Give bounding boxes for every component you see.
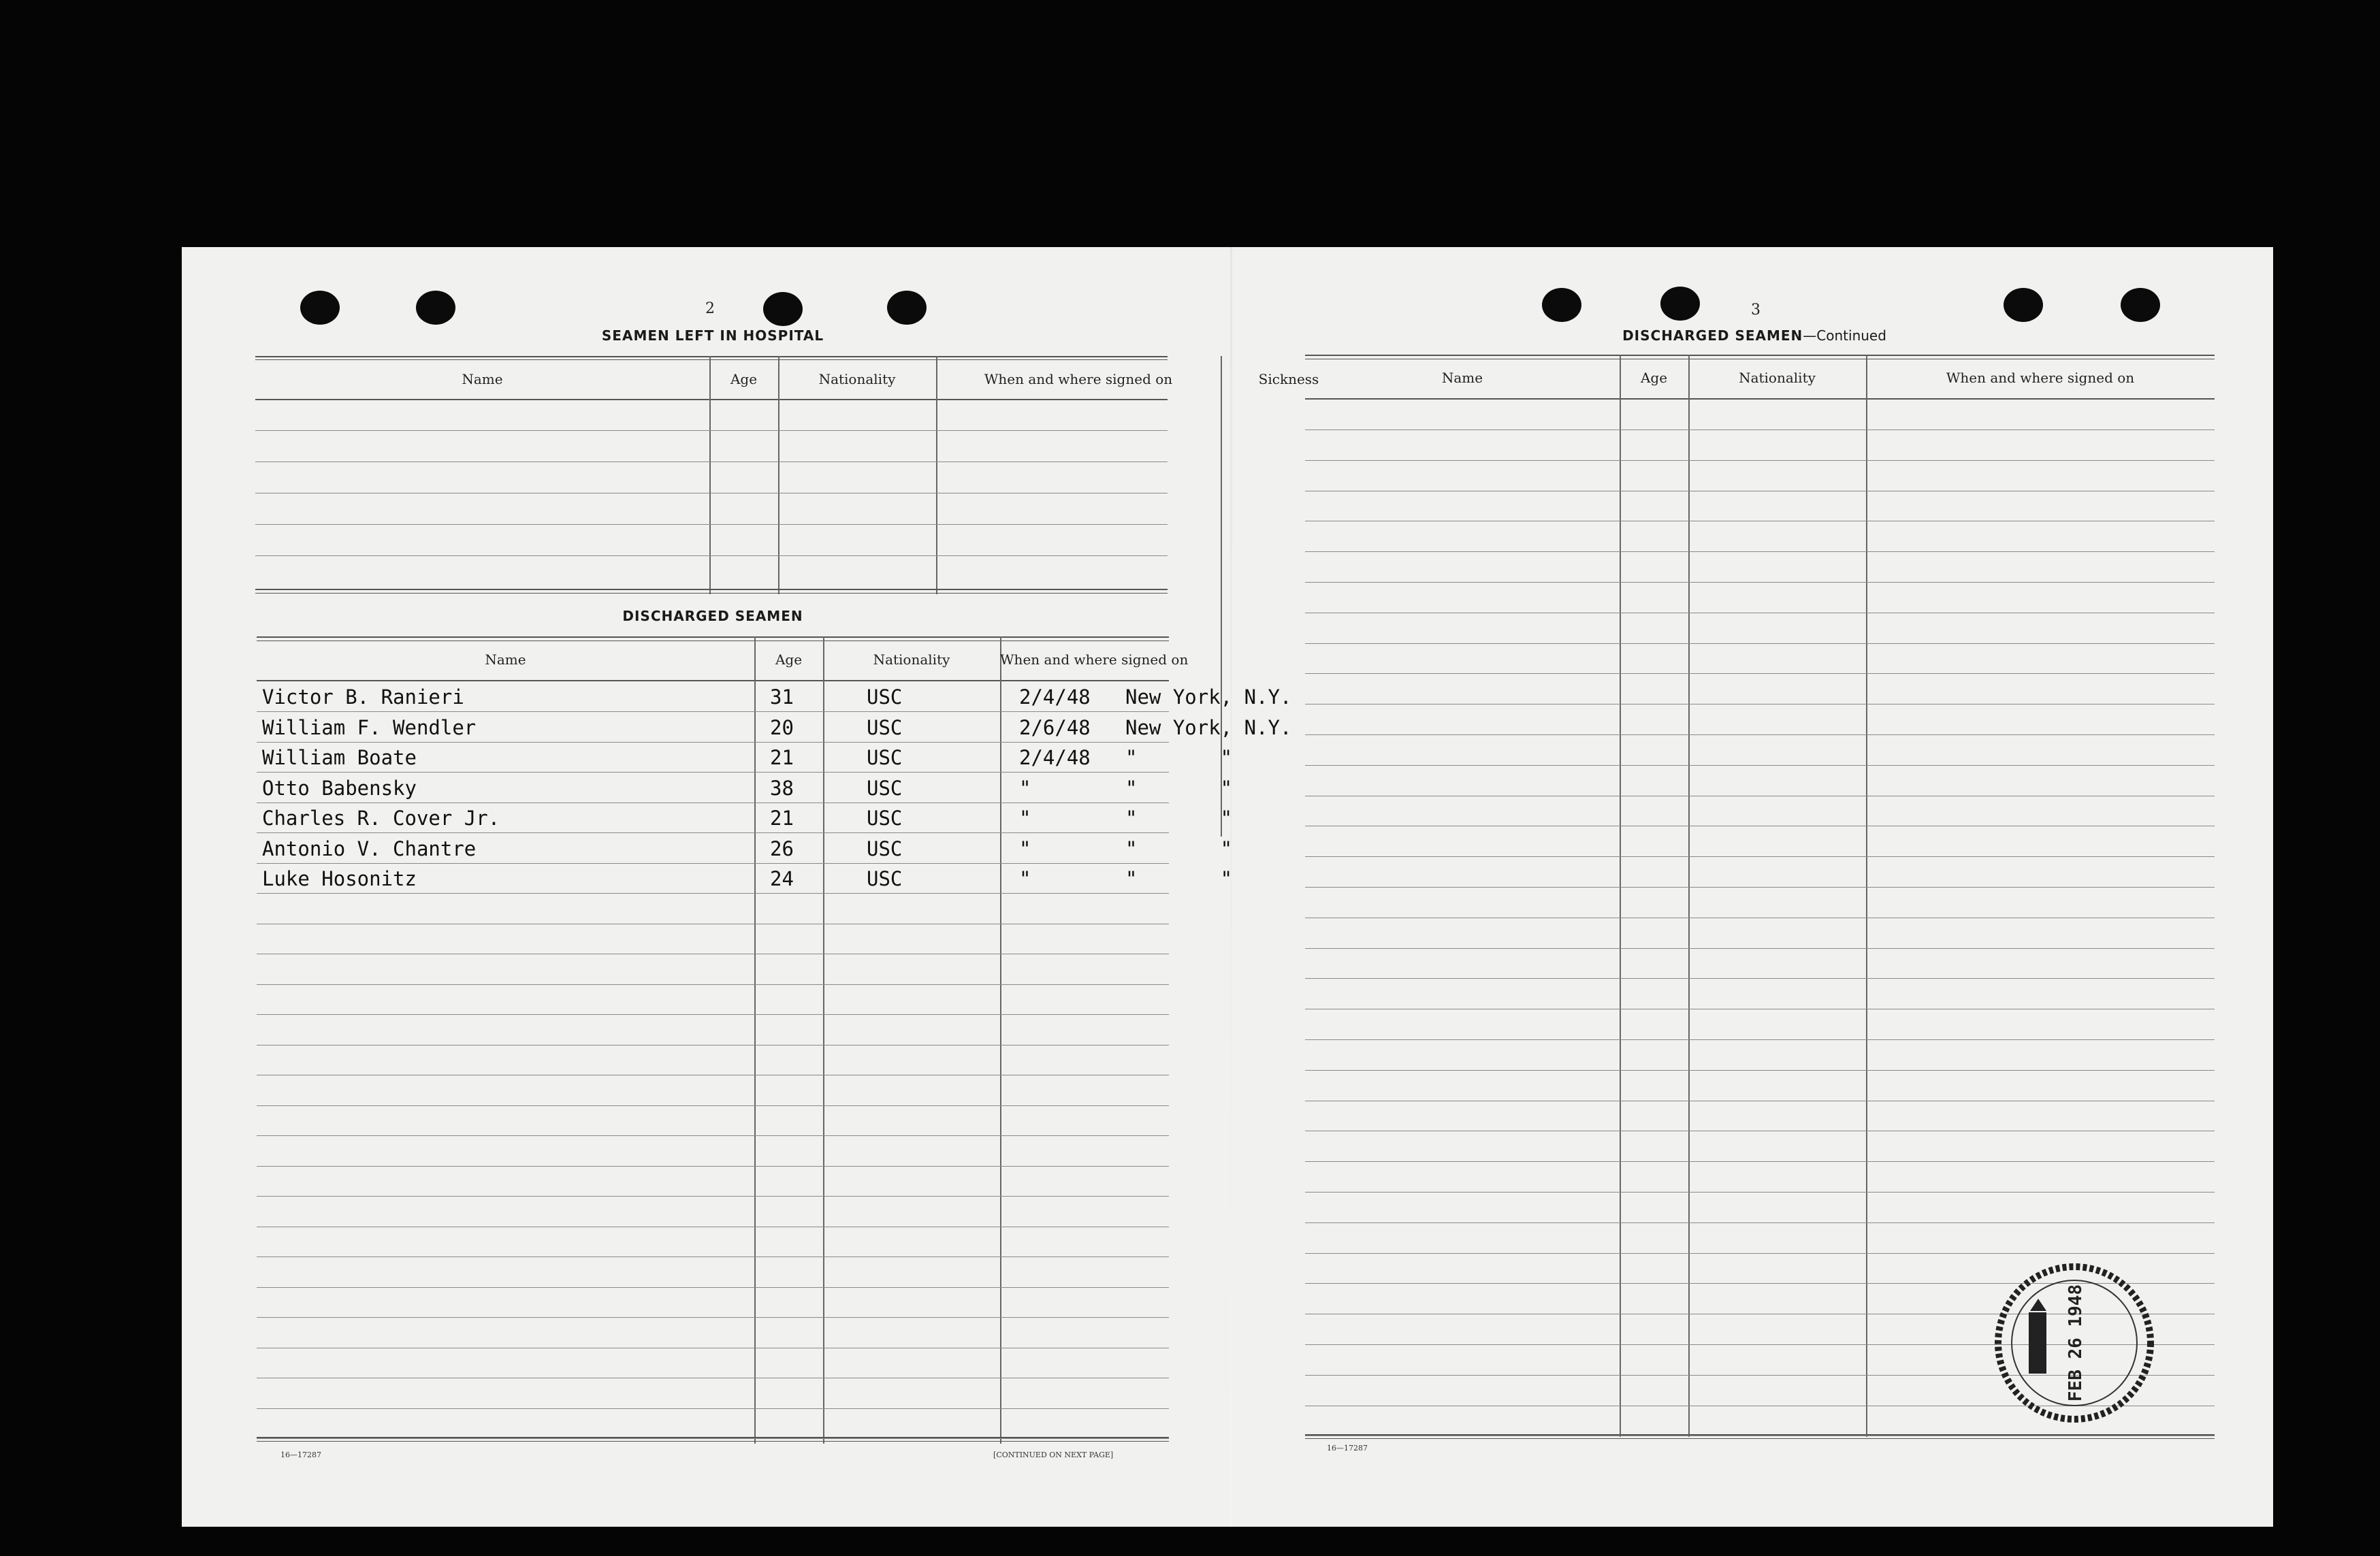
seaman-name: Luke Hosonitz (262, 867, 417, 890)
seaman-age: 21 (770, 746, 794, 769)
seaman-name: Charles R. Cover Jr. (262, 807, 500, 830)
table-row (257, 1378, 1169, 1409)
seaman-name: William F. Wendler (262, 715, 477, 739)
table-row (1305, 1131, 2215, 1162)
seaman-name: Otto Babensky (262, 776, 417, 800)
table-row (257, 1227, 1169, 1257)
table-row (257, 773, 1233, 803)
table-row (1305, 1193, 2215, 1223)
table-row (1305, 461, 2215, 491)
seaman-nationality: USC (867, 685, 903, 709)
seaman-age: 38 (770, 776, 794, 800)
page-number: 2 (705, 300, 715, 317)
form-number: 16—17287 (280, 1450, 321, 1459)
table-row (257, 1045, 1169, 1075)
signed-on-date: 2/6/48 (1019, 715, 1091, 739)
table-row (257, 1408, 1169, 1439)
col-header-name: Name (462, 371, 503, 387)
table-row (1305, 491, 2215, 521)
table-row (257, 863, 1233, 894)
seaman-age: 26 (770, 837, 794, 860)
signed-on-place: " " (1125, 837, 1233, 860)
signed-on-place: New York, N.Y. (1125, 715, 1292, 739)
table-row (1305, 1009, 2215, 1040)
table-row (1305, 613, 2215, 644)
signed-on-date: " (1019, 867, 1031, 890)
table-row (257, 742, 1233, 773)
punch-hole (2121, 288, 2160, 322)
col-header-nationality: Nationality (873, 651, 950, 668)
seaman-name: William Boate (262, 746, 417, 769)
circular-date-stamp-icon (1989, 1258, 2159, 1428)
punch-hole (300, 291, 340, 325)
table-row (1305, 918, 2215, 949)
table-row (257, 984, 1169, 1015)
seaman-age: 31 (770, 685, 794, 709)
table-row (1305, 583, 2215, 613)
discharged-table (257, 636, 1292, 1444)
seaman-nationality: USC (867, 746, 903, 769)
continued-note: [CONTINUED ON NEXT PAGE] (993, 1450, 1114, 1459)
punch-hole (416, 291, 455, 325)
table-row (1305, 674, 2215, 704)
page-number: 3 (1751, 302, 1760, 319)
table-row (257, 1136, 1169, 1167)
signed-on-date: 2/4/48 (1019, 746, 1091, 769)
form-number: 16—17287 (1327, 1444, 1368, 1453)
signed-on-date: " (1019, 837, 1031, 860)
title-suffix: —Continued (1803, 327, 1886, 344)
seaman-age: 24 (770, 867, 794, 890)
seaman-age: 20 (770, 715, 794, 739)
col-header-name: Name (485, 651, 526, 668)
punch-hole (2004, 288, 2043, 322)
table-row (1305, 400, 2215, 430)
table-row (1305, 1162, 2215, 1193)
table-row (1305, 888, 2215, 918)
table-row (1305, 857, 2215, 888)
table-row (1305, 1223, 2215, 1254)
table-row (1305, 521, 2215, 552)
table-row (257, 1015, 1169, 1046)
punch-hole (887, 291, 927, 325)
col-header-nationality: Nationality (1739, 370, 1816, 386)
table-row (257, 954, 1169, 985)
hospital-section-title: SEAMEN LEFT IN HOSPITAL (601, 327, 824, 344)
punch-hole (763, 292, 803, 326)
col-header-signed-on: When and where signed on (984, 371, 1173, 387)
table-row (257, 803, 1233, 833)
signed-on-place: New York, N.Y. (1125, 685, 1292, 709)
signed-on-date: " (1019, 776, 1031, 800)
discharged-continued-title (1584, 327, 1925, 344)
seaman-nationality: USC (867, 715, 903, 739)
col-header-age: Age (775, 651, 803, 668)
col-header-nationality: Nationality (818, 371, 896, 387)
discharged-section-title: DISCHARGED SEAMEN (622, 608, 803, 624)
punch-hole (1660, 287, 1700, 321)
table-row (257, 1257, 1169, 1288)
table-row (1305, 1040, 2215, 1071)
table-row (257, 1166, 1169, 1197)
table-row (1305, 979, 2215, 1009)
signed-on-place: " " (1125, 867, 1233, 890)
table-row (257, 833, 1233, 864)
table-row (257, 1197, 1169, 1227)
col-header-age: Age (1640, 370, 1668, 386)
table-row (1305, 430, 2215, 461)
table-row (1305, 826, 2215, 857)
table-row (257, 681, 1292, 712)
seaman-name: Antonio V. Chantre (262, 837, 477, 860)
table-row (257, 1075, 1169, 1106)
table-row (257, 894, 1169, 924)
punch-hole (1542, 288, 1581, 322)
col-header-age: Age (730, 371, 758, 387)
col-header-signed-on: When and where signed on (1000, 651, 1189, 668)
seaman-nationality: USC (867, 807, 903, 830)
seaman-name: Victor B. Ranieri (262, 685, 464, 709)
table-row (1305, 796, 2215, 826)
document-sheet (182, 247, 2273, 1527)
seaman-nationality: USC (867, 837, 903, 860)
col-header-sickness: Sickness (1258, 371, 1319, 387)
col-header-name: Name (1441, 370, 1483, 386)
stamp-date: FEB 26 1948 (2065, 1284, 2086, 1402)
table-row (1305, 1071, 2215, 1101)
table-row (257, 1348, 1169, 1378)
table-row (1305, 735, 2215, 766)
signed-on-date: " (1019, 807, 1031, 830)
table-row (1305, 552, 2215, 583)
col-header-signed-on: When and where signed on (1946, 370, 2135, 386)
table-row (257, 1105, 1169, 1136)
signed-on-date: 2/4/48 (1019, 685, 1091, 709)
table-row (257, 924, 1169, 954)
table-row (257, 1318, 1169, 1348)
table-row (1305, 766, 2215, 796)
signed-on-place: " " (1125, 776, 1233, 800)
title-main: DISCHARGED SEAMEN (1622, 327, 1803, 344)
signed-on-place: " " (1125, 807, 1233, 830)
table-row (1305, 948, 2215, 979)
seaman-nationality: USC (867, 776, 903, 800)
table-row (257, 1287, 1169, 1318)
seaman-nationality: USC (867, 867, 903, 890)
signed-on-place: " " (1125, 746, 1233, 769)
table-row (1305, 643, 2215, 674)
table-row (257, 712, 1292, 743)
table-row (1305, 704, 2215, 735)
seaman-age: 21 (770, 807, 794, 830)
table-row (1305, 1101, 2215, 1131)
